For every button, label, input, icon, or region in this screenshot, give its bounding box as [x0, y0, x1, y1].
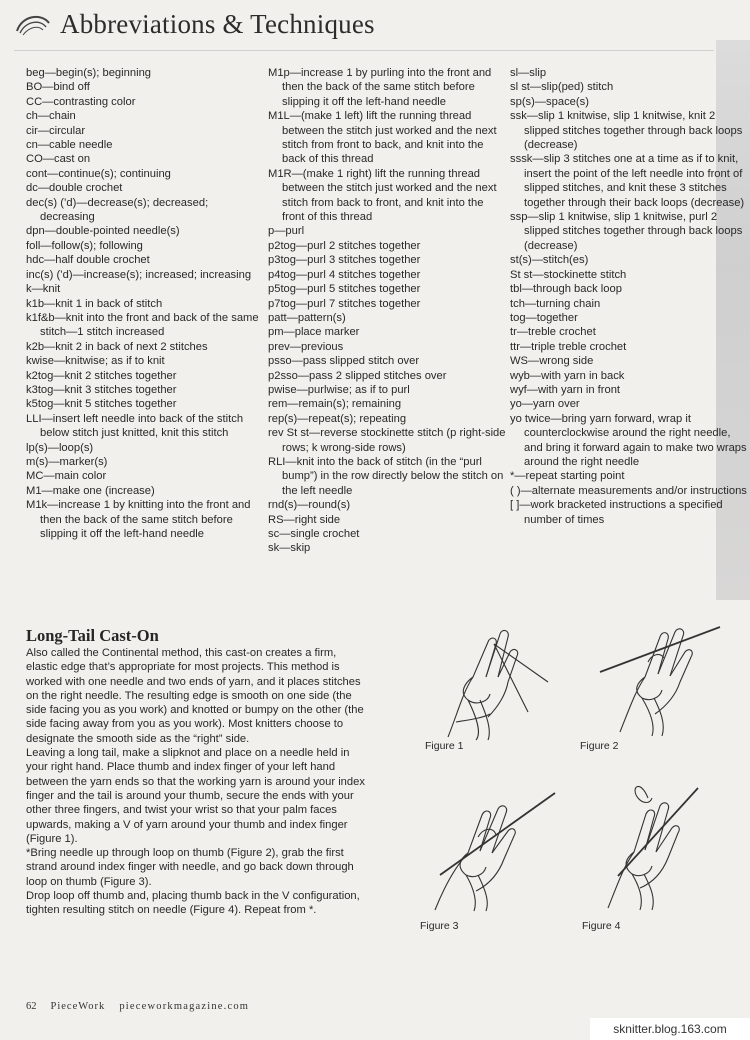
abbreviation-entry: m(s)—marker(s): [26, 455, 108, 468]
abbreviation-entry: p—purl: [268, 225, 305, 238]
abbreviation-entry: tbl—through back loop: [510, 283, 622, 296]
abbreviation-entry: p5tog—purl 5 stitches together: [268, 283, 421, 296]
abbreviation-entry: prev—previous: [268, 340, 344, 353]
abbreviation-entry: St st—stockinette stitch: [510, 268, 627, 281]
abbreviation-entry: RS—right side: [268, 513, 341, 526]
abbreviation-entry: k—knit: [26, 283, 61, 296]
abbreviation-entry: k2b—knit 2 in back of next 2 stitches: [26, 340, 208, 353]
page-header: [14, 4, 375, 44]
instruction-paragraph: *Bring needle up through loop on thumb (Figure 2), grab the first strand around index finger with needle, and go back down through loop on thumb (Figure 3).: [26, 847, 354, 888]
instruction-paragraph: Also called the Continental method, this cast-on creates a firm, elastic edge that’s appropriate for most projects. This method is worked with one needle and two ends of yarn, and it places stitches on the right needle. The resulting edge is smooth on one side (the side facing you as you work) and knotted or bumpy on the other (the side facing away from you as you work). Most knitters choose to designate the smooth side as the “right” side.: [26, 647, 364, 745]
abbreviation-entry: kwise—knitwise; as if to knit: [26, 355, 165, 368]
abbreviation-entry: ssp—slip 1 knitwise, slip 1 knitwise, purl 2 slipped stitches together through back loops (decrease): [510, 211, 743, 252]
abbreviation-entry: ( )—alternate measurements and/or instructions: [510, 484, 747, 497]
section-heading: Long-Tail Cast-On: [26, 626, 159, 645]
abbreviation-entry: beg—begin(s); beginning: [26, 67, 152, 79]
instruction-paragraph: Drop loop off thumb and, placing thumb back in the V configuration, tighten resulting stitch on needle (Figure 4). Repeat from *.: [26, 890, 360, 917]
abbreviation-entry: ttr—triple treble crochet: [510, 340, 627, 353]
abbreviation-entry: RLI—knit into the back of stitch (in the “purl bump”) in the row directly below the stitch on the left needle: [268, 455, 504, 497]
abbreviation-entry: k3tog—knit 3 stitches together: [26, 383, 177, 396]
figure-2-illustration: [590, 612, 730, 740]
abbreviation-entry: rep(s)—repeat(s); repeating: [268, 412, 407, 425]
abbreviation-entry: tch—turning chain: [510, 297, 601, 310]
abbreviation-entry: psso—pass slipped stitch over: [268, 355, 420, 368]
abbreviation-entry: BO—bind off: [26, 81, 90, 94]
cast-on-instructions: [26, 646, 370, 918]
abbreviation-entry: p2sso—pass 2 slipped stitches over: [268, 369, 447, 382]
abbreviation-entry: k5tog—knit 5 stitches together: [26, 398, 177, 411]
abbreviation-entry: CO—cast on: [26, 153, 91, 166]
abbreviation-entry: [ ]—work bracketed instructions a specified number of times: [510, 499, 723, 526]
instruction-paragraph: Leaving a long tail, make a slipknot and place on a needle held in your right hand. Place thumb and index finger of your left hand between the yarn ends so that the working yarn is around your index finger and the tail is around your thumb, secure the ends with your other three fingers, and twist your wrist so that your palm faces upwards, making a V of yarn around your thumb and index finger (Figure 1).: [26, 747, 365, 845]
abbreviation-entry: dec(s) (’d)—decrease(s); decreased; decreasing: [26, 196, 209, 224]
abbreviation-entry: patt—pattern(s): [268, 311, 346, 324]
page-title: Abbreviations & Techniques: [60, 8, 375, 39]
abbreviation-entry: tog—together: [510, 311, 578, 324]
abbreviation-entry: rev St st—reverse stockinette stitch (p right-side rows; k wrong-side rows): [268, 427, 506, 454]
abbreviation-entry: M1p—increase 1 by purling into the front and then the back of the same stitch before slipping it off the left-hand needle: [268, 67, 492, 108]
abbreviation-entry: M1k—increase 1 by knitting into the front and then the back of the same stitch before slipping it off the left-hand needle: [26, 499, 251, 540]
abbreviation-entry: k1b—knit 1 in back of stitch: [26, 297, 163, 310]
abbreviation-entry: pwise—purlwise; as if to purl: [268, 383, 410, 396]
abbreviation-entry: ssk—slip 1 knitwise, slip 1 knitwise, knit 2 slipped stitches together through back loops (decrease): [510, 110, 743, 152]
abbreviation-entry: cir—circular: [26, 124, 86, 137]
figure-3-illustration: [420, 775, 560, 915]
abbreviation-entry: wyb—with yarn in back: [510, 369, 625, 382]
abbreviation-entry: p3tog—purl 3 stitches together: [268, 254, 421, 267]
abbreviation-entry: k1f&b—knit into the front and back of the same stitch—1 stitch increased: [26, 311, 259, 339]
abbreviation-entry: dc—double crochet: [26, 182, 123, 195]
abbreviation-entry: sl st—slip(ped) stitch: [510, 81, 614, 94]
abbreviation-entry: M1—make one (increase): [26, 484, 155, 497]
swirl-logo-icon: [14, 9, 52, 39]
abbreviations-column-2: [268, 66, 508, 556]
abbreviation-entry: sl—slip: [510, 67, 547, 79]
abbreviation-entry: tr—treble crochet: [510, 326, 596, 339]
abbreviation-entry: sssk—slip 3 stitches one at a time as if to knit, insert the point of the left needle into front of slipped stitches, and knit these 3 stitches together through their back loops (decrease): [510, 153, 745, 209]
figure-4-caption: Figure 4: [582, 920, 621, 932]
abbreviation-entry: lp(s)—loop(s): [26, 441, 94, 454]
abbreviation-entry: sc—single crochet: [268, 528, 360, 540]
figure-3-caption: Figure 3: [420, 920, 459, 932]
abbreviation-entry: CC—contrasting color: [26, 95, 136, 108]
abbreviation-entry: M1L—(make 1 left) lift the running thread between the stitch just worked and the next stitch from front to back, and knit into the back of this thread: [268, 110, 497, 166]
abbreviation-entry: ch—chain: [26, 110, 76, 123]
abbreviation-entry: sp(s)—space(s): [510, 95, 589, 108]
abbreviation-entry: cn—cable needle: [26, 139, 113, 152]
abbreviation-entry: k2tog—knit 2 stitches together: [26, 369, 177, 382]
abbreviation-entry: MC—main color: [26, 470, 107, 483]
figure-1-caption: Figure 1: [425, 740, 464, 752]
figure-4-illustration: [588, 768, 728, 913]
abbreviation-entry: *—repeat starting point: [510, 470, 625, 483]
abbreviation-entry: wyf—with yarn in front: [510, 383, 621, 396]
abbreviation-entry: foll—follow(s); following: [26, 239, 143, 252]
abbreviation-entry: p2tog—purl 2 stitches together: [268, 239, 421, 252]
abbreviation-entry: dpn—double-pointed needle(s): [26, 225, 180, 238]
figure-2-caption: Figure 2: [580, 740, 619, 752]
page-number: 62: [26, 1001, 37, 1012]
abbreviation-entry: WS—wrong side: [510, 355, 594, 368]
abbreviation-entry: p7tog—purl 7 stitches together: [268, 297, 421, 310]
abbreviation-entry: pm—place marker: [268, 326, 360, 339]
abbreviation-entry: M1R—(make 1 right) lift the running thread between the stitch just worked and the next stitch from back to front, and knit into the front of this thread: [268, 167, 497, 224]
abbreviation-entry: yo—yarn over: [510, 398, 580, 411]
magazine-website: pieceworkmagazine.com: [119, 1001, 250, 1012]
abbreviation-entry: cont—continue(s); continuing: [26, 167, 171, 180]
abbreviation-entry: inc(s) (’d)—increase(s); increased; increasing: [26, 268, 252, 281]
abbreviation-entry: st(s)—stitch(es): [510, 254, 589, 267]
page-footer: [26, 1001, 249, 1012]
abbreviation-entry: LLI—insert left needle into back of the stitch below stitch just knitted, knit this stitch: [26, 412, 244, 440]
abbreviation-entry: rem—remain(s); remaining: [268, 398, 402, 411]
abbreviation-entry: p4tog—purl 4 stitches together: [268, 268, 421, 281]
abbreviation-entry: sk—skip: [268, 542, 311, 555]
abbreviation-entry: hdc—half double crochet: [26, 254, 150, 267]
abbreviations-column-1: [26, 66, 262, 541]
abbreviation-entry: yo twice—bring yarn forward, wrap it counterclockwise around the right needle, and bring it forward again to make two wraps around the right needle: [510, 412, 747, 468]
abbreviation-entry: rnd(s)—round(s): [268, 499, 351, 512]
figure-1-illustration: [428, 622, 568, 742]
header-divider: [14, 50, 714, 51]
abbreviations-column-3: [510, 66, 750, 527]
blog-watermark: sknitter.blog.163.com: [590, 1018, 750, 1040]
magazine-name: PieceWork: [50, 1001, 106, 1012]
